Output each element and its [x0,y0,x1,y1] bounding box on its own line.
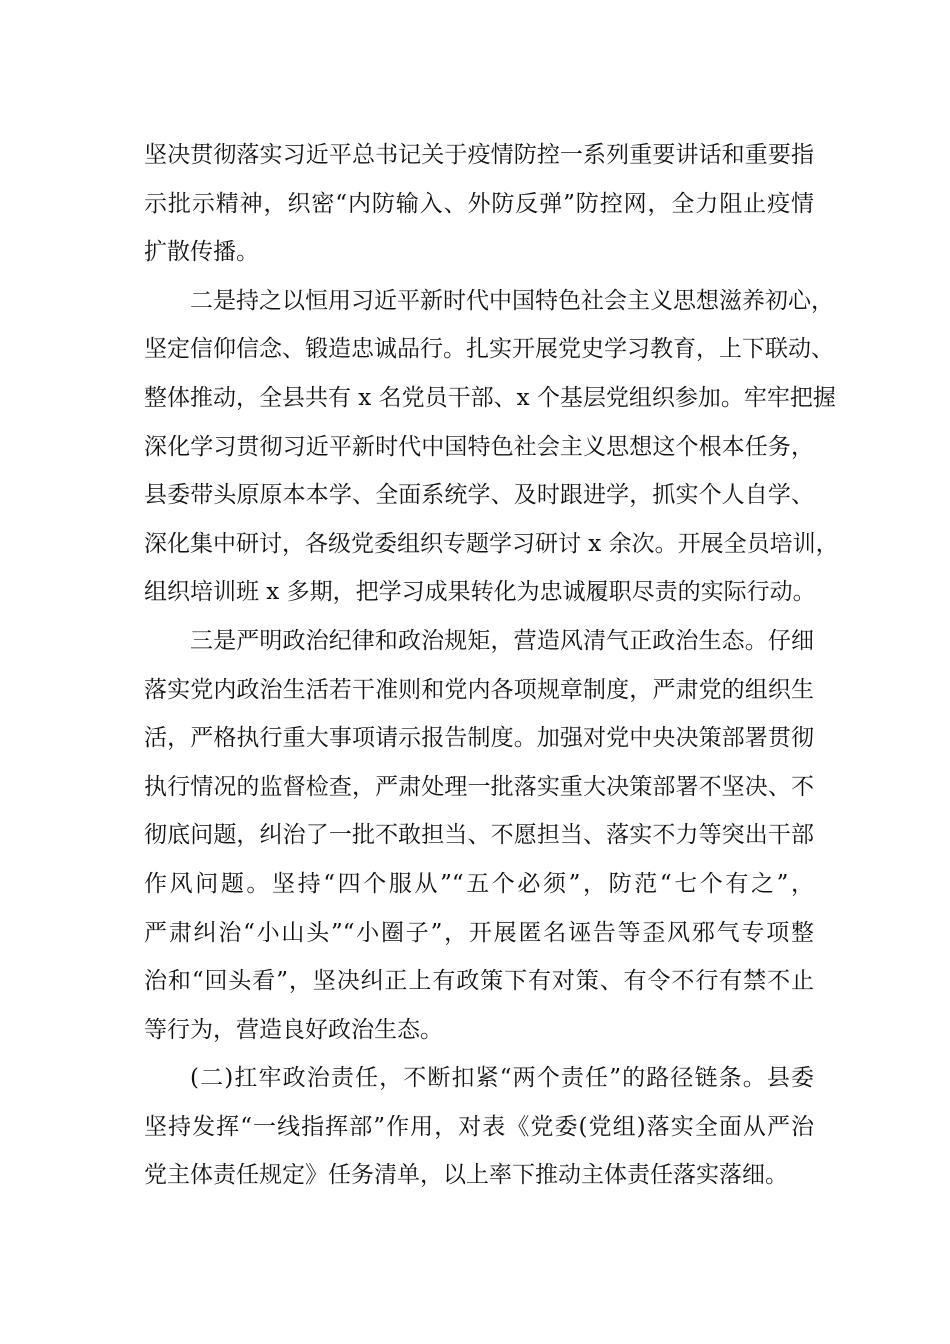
text-line: 执行情况的监督检查，严肃处理一批落实重大决策部署不坚决、不 [144,773,814,800]
text-line: 坚定信仰信念、锻造忠诚品行。扎实开展党史学习教育，上下联动、 [144,336,834,363]
text-line: 等行为，营造良好政治生态。 [144,1016,443,1043]
text-line: 组织培训班 x 多期，把学习成果转化为忠诚履职尽责的实际行动。 [144,579,816,606]
text-line: 示批示精神，织密“内防输入、外防反弹”防控网，全力阻止疫情 [144,190,814,217]
text-line: 深化集中研讨，各级党委组织专题学习研讨 x 余次。开展全员培训， [144,530,839,557]
text-line: 扩散传播。 [144,239,259,266]
text-line: 整体推动，全县共有 x 名党员干部、x 个基层党组织参加。牢牢把握 [144,384,836,411]
text-line: 落实党内政治生活若干准则和党内各项规章制度，严肃党的组织生 [144,676,814,703]
text-line: 活，严格执行重大事项请示报告制度。加强对党中央决策部署贯彻 [144,725,814,752]
paragraph-first-line: 三是严明政治纪律和政治规矩，营造风清气正政治生态。仔细 [190,627,814,654]
paragraph-first-line: (二)扛牢政治责任，不断扣紧“两个责任”的路径链条。县委 [190,1065,814,1092]
text-line: 严肃纠治“小山头”“小圈子”，开展匿名诬告等歪风邪气专项整 [144,919,814,946]
text-line: 治和“回头看”，坚决纠正上有政策下有对策、有令不行有禁不止 [144,968,814,995]
text-line: 党主体责任规定》任务清单，以上率下推动主体责任落实落细。 [144,1162,788,1189]
text-line: 坚决贯彻落实习近平总书记关于疫情防控一系列重要讲话和重要指 [144,142,814,168]
text-line: 彻底问题，纠治了一批不敢担当、不愿担当、落实不力等突出干部 [144,822,814,849]
text-line: 县委带头原原本本学、全面系统学、及时跟进学，抓实个人自学、 [144,482,814,509]
text-line: 坚持发挥“一线指挥部”作用，对表《党委(党组)落实全面从严治 [144,1113,814,1140]
text-line: 作风问题。坚持“四个服从”“五个必须”，防范“七个有之”， [144,870,814,897]
text-line: 深化学习贯彻习近平新时代中国特色社会主义思想这个根本任务， [144,433,814,460]
body-text [144,131,839,1200]
paragraph-first-line: 二是持之以恒用习近平新时代中国特色社会主义思想滋养初心， [190,287,834,314]
